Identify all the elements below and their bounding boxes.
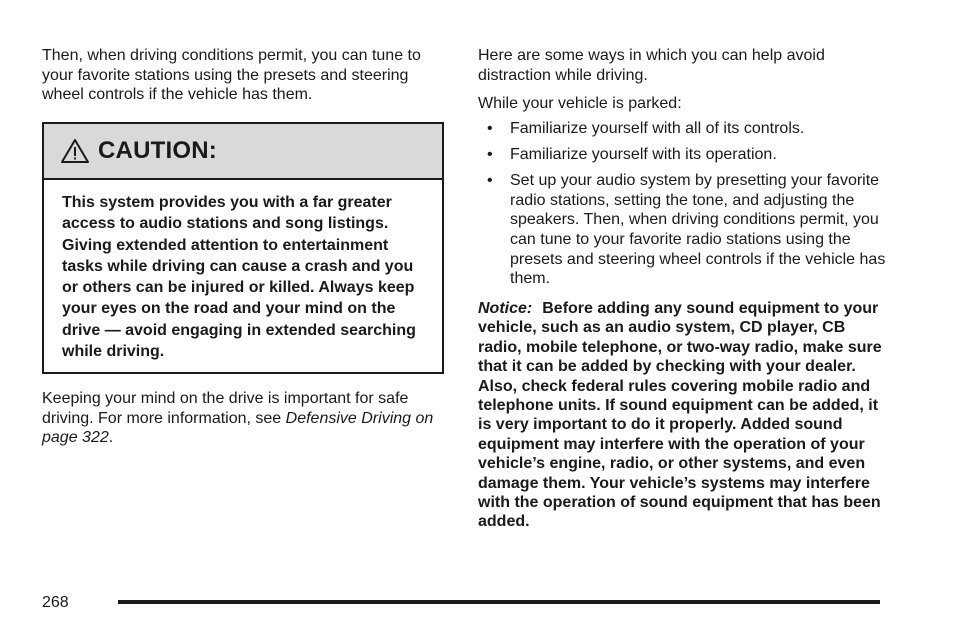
caution-title: CAUTION: — [98, 137, 217, 164]
bullet-icon: • — [487, 146, 493, 164]
notice-text: Before adding any sound equipment to your vehicle, such as an audio system, CD player, CB radio, mobile telephone, or two-way radio, make sure that it can be added by checking with your dealer. Also, check federal rules covering mobile radio and telephone units. If sound equipment can be added, it is very important to do it properly. Added sound equipment may interfere with the operation of your vehicle’s engine, radio, or other systems, and even damage them. Your vehicle’s systems may interfere with the operation of sound equipment that has been added. — [478, 300, 882, 531]
caution-body: This system provides you with a far greater access to audio stations and song listings. Giving extended attention to entertainment tasks while driving can cause a crash and you or others can be injured or killed. Always keep your eyes on the road and your mind on the drive — avoid engaging in extended searching while driving. — [62, 194, 416, 361]
notice-label: Notice: — [478, 300, 533, 317]
defensive-driving-end: . — [108, 429, 114, 447]
list-item: • Familiarize yourself with its operation. — [487, 146, 777, 164]
parked-heading: While your vehicle is parked: — [478, 95, 682, 112]
caution-box — [42, 122, 444, 374]
footer-rule — [118, 600, 880, 604]
parked-list — [478, 119, 890, 295]
page-number: 268 — [42, 594, 69, 611]
warning-triangle-icon — [60, 138, 90, 164]
defensive-driving-paragraph — [42, 389, 446, 448]
bullet-icon: • — [487, 172, 493, 190]
list-item: • Familiarize yourself with all of its controls. — [487, 120, 805, 137]
intro-paragraph: Then, when driving conditions permit, you can tune to your favorite stations using the presets and steering wheel controls if the vehicle has them. — [42, 47, 421, 104]
defensive-driving-reference: Defensive Driving on page 322 — [42, 409, 434, 447]
defensive-driving-text: Keeping your mind on the drive is important for safe driving. For more information, see — [42, 390, 409, 427]
caution-header — [44, 124, 442, 180]
bullet-icon: • — [487, 120, 493, 137]
distraction-intro: Here are some ways in which you can help avoid distraction while driving. — [478, 47, 825, 84]
list-item: • Set up your audio system by presetting your favorite radio stations, setting the tone, and adjusting the speakers. Then, when driving conditions permit, you can tune to your favorite radio stations using the presets and steering wheel controls if the vehicle has them. — [487, 172, 886, 288]
notice-paragraph — [478, 299, 890, 532]
